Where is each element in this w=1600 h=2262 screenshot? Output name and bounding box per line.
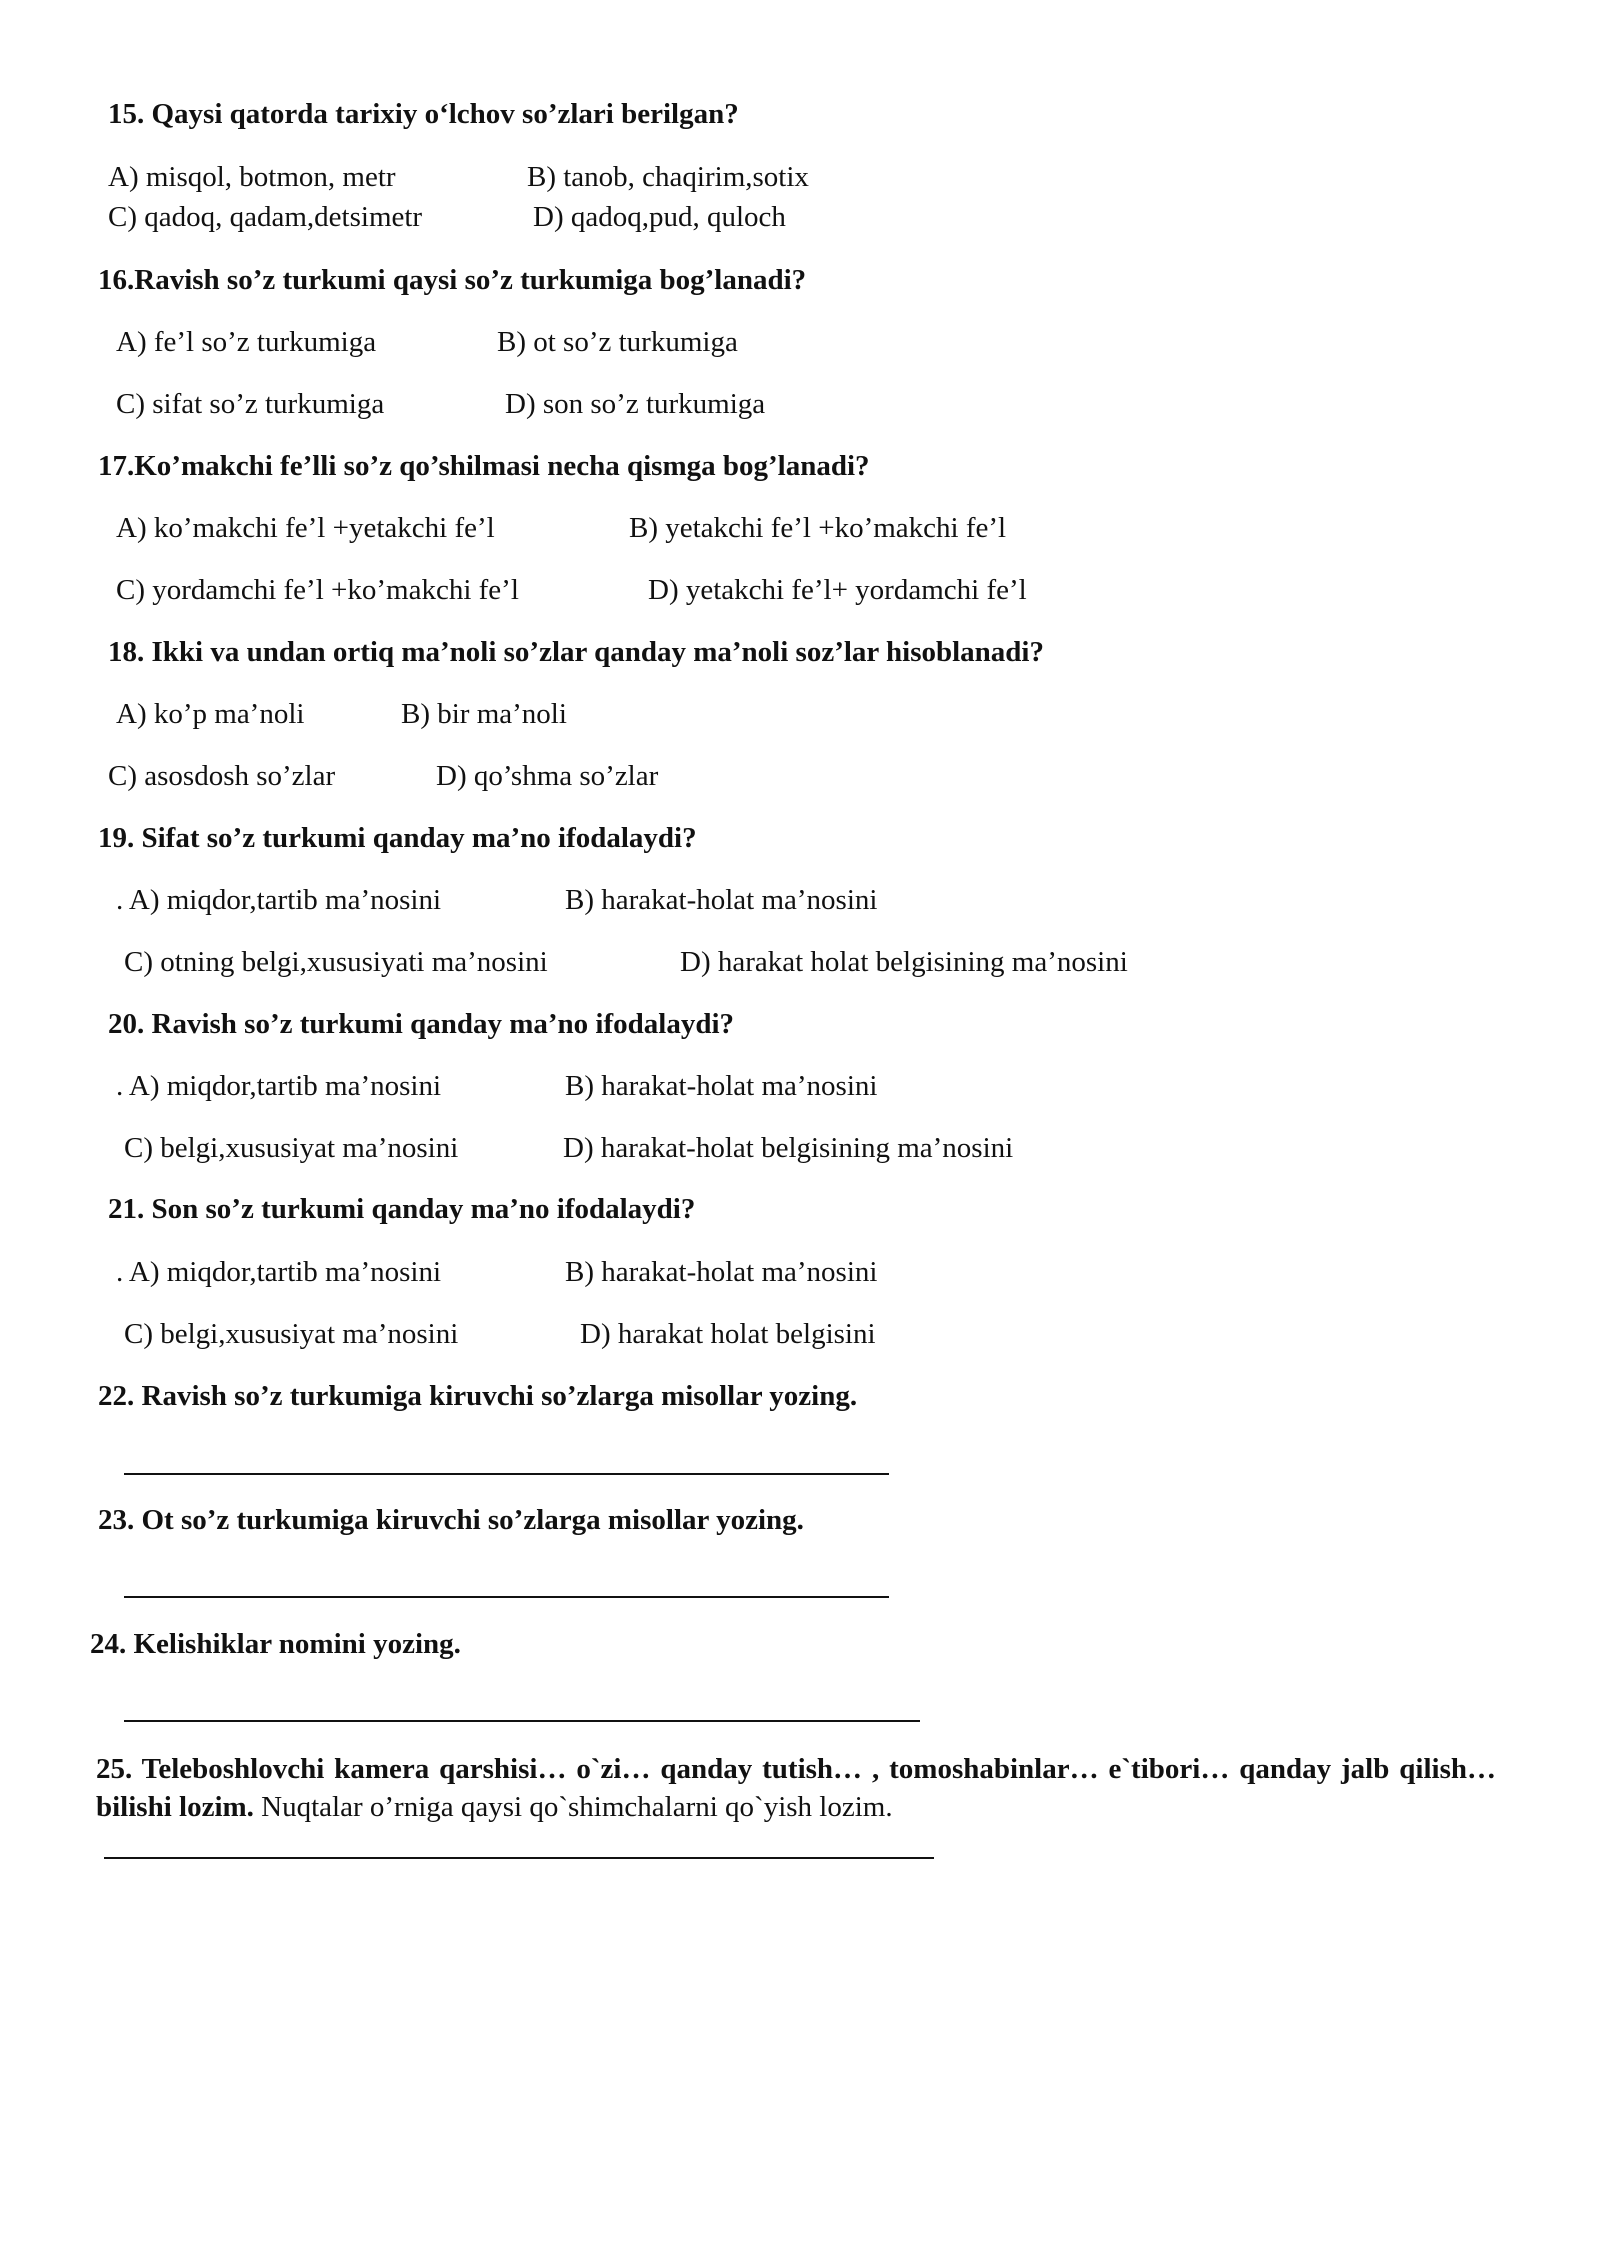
q17-option-d: D) yetakchi fe’l+ yordamchi fe’l <box>648 574 1027 606</box>
q17-option-a: A) ko’makchi fe’l +yetakchi fe’l <box>116 512 495 544</box>
q20-option-a: . A) miqdor,tartib ma’nosini <box>116 1070 442 1102</box>
q21-option-a: . A) miqdor,tartib ma’nosini <box>116 1256 442 1288</box>
q17-option-c: C) yordamchi fe’l +ko’makchi fe’l <box>116 574 519 606</box>
question-21: 21. Son so’z turkumi qanday ma’no ifodalaydi? <box>108 1193 696 1225</box>
q20-option-b: B) harakat-holat ma’nosini <box>565 1070 878 1102</box>
q18-option-b: B) bir ma’noli <box>401 698 567 730</box>
q25-answer-line[interactable] <box>104 1857 934 1859</box>
q15-option-a: A) misqol, botmon, metr <box>108 161 396 193</box>
q16-option-b: B) ot so’z turkumiga <box>497 326 738 358</box>
q18-option-a: A) ko’p ma’noli <box>116 698 305 730</box>
q25-instruction-text: Nuqtalar o’rniga qaysi qo`shimchalarni qo`yish lozim. <box>253 1791 893 1823</box>
q17-option-b: B) yetakchi fe’l +ko’makchi fe’l <box>629 512 1007 544</box>
question-19: 19. Sifat so’z turkumi qanday ma’no ifodalaydi? <box>98 822 697 854</box>
q18-option-d: D) qo’shma so’zlar <box>436 760 659 792</box>
q19-option-c: C) otning belgi,xususiyati ma’nosini <box>124 946 548 978</box>
q21-option-c: C) belgi,xususiyat ma’nosini <box>124 1318 459 1350</box>
q20-option-d: D) harakat-holat belgisining ma’nosini <box>563 1132 1014 1164</box>
q15-option-b: B) tanob, chaqirim,sotix <box>527 161 809 193</box>
q22-answer-line[interactable] <box>124 1473 889 1475</box>
q23-answer-line[interactable] <box>124 1596 889 1598</box>
question-15: 15. Qaysi qatorda tarixiy o‘lchov so’zlari berilgan? <box>108 98 739 130</box>
question-18: 18. Ikki va undan ortiq ma’noli so’zlar qanday ma’noli soz’lar hisoblanadi? <box>108 636 1044 668</box>
q16-option-c: C) sifat so’z turkumiga <box>116 388 385 420</box>
question-16: 16.Ravish so’z turkumi qaysi so’z turkumiga bog’lanadi? <box>98 264 807 296</box>
q15-option-d: D) qadoq,pud, quloch <box>533 201 786 233</box>
q18-option-c: C) asosdosh so’zlar <box>108 760 336 792</box>
q15-option-c: C) qadoq, qadam,detsimetr <box>108 201 423 233</box>
question-23: 23. Ot so’z turkumiga kiruvchi so’zlarga misollar yozing. <box>98 1504 804 1536</box>
q21-option-d: D) harakat holat belgisini <box>580 1318 876 1350</box>
question-24: 24. Kelishiklar nomini yozing. <box>90 1628 461 1660</box>
q20-option-c: C) belgi,xususiyat ma’nosini <box>124 1132 459 1164</box>
q21-option-b: B) harakat-holat ma’nosini <box>565 1256 878 1288</box>
q19-option-b: B) harakat-holat ma’nosini <box>565 884 878 916</box>
question-17: 17.Ko’makchi fe’lli so’z qo’shilmasi necha qismga bog’lanadi? <box>98 450 870 482</box>
q25-bold-text: 25. Teleboshlovchi kamera qarshisi… o`zi… qanday tutish… , tomoshabinlar… e`tibori… qanday jalb qilish… bilishi lozim. <box>96 1753 1496 1823</box>
q24-answer-line[interactable] <box>124 1720 920 1722</box>
question-25 <box>96 1750 1496 1826</box>
question-20: 20. Ravish so’z turkumi qanday ma’no ifodalaydi? <box>108 1008 735 1040</box>
q16-option-a: A) fe’l so’z turkumiga <box>116 326 377 358</box>
q19-option-a: . A) miqdor,tartib ma’nosini <box>116 884 442 916</box>
q19-option-d: D) harakat holat belgisining ma’nosini <box>680 946 1128 978</box>
q16-option-d: D) son so’z turkumiga <box>505 388 766 420</box>
question-22: 22. Ravish so’z turkumiga kiruvchi so’zlarga misollar yozing. <box>98 1380 858 1412</box>
